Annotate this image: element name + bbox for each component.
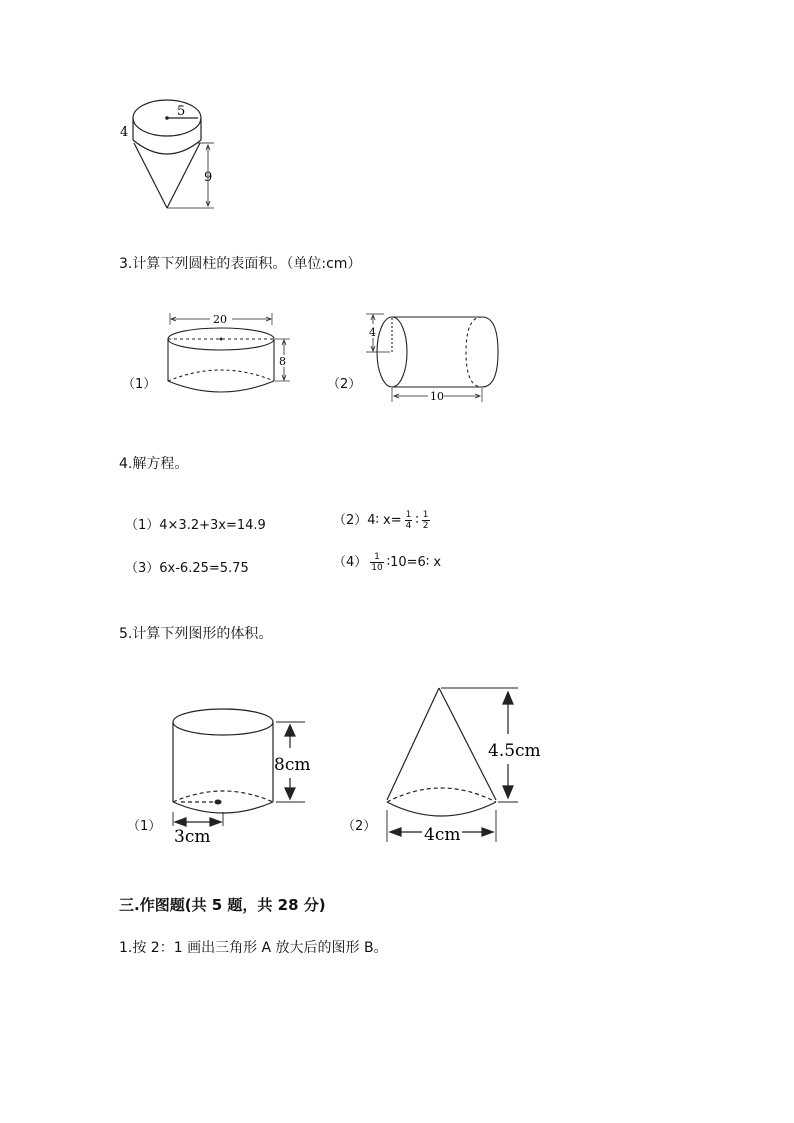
cone-volume-figure: [378, 682, 548, 850]
cylinder-volume-figure: [160, 700, 320, 850]
q5-fig2-height: 4.5cm: [488, 741, 541, 761]
equation-4: [333, 551, 441, 573]
cone-height-label: 9: [204, 170, 213, 185]
q3-fig1-diameter: 20: [213, 313, 227, 326]
q3-fig2-length: 10: [430, 390, 444, 403]
q3-fig2-label: （2）: [327, 377, 362, 392]
radius-label: 5: [177, 104, 186, 119]
q5-fig1-label: （1）: [127, 819, 162, 834]
fraction-one-quarter: $\frac{1}{4}$: [405, 510, 412, 531]
cylinder-cone-figure: [110, 90, 230, 215]
ratio-sign: ∶: [415, 513, 419, 528]
q3-title: 3.计算下列圆柱的表面积。（单位:cm）: [119, 256, 362, 272]
equation-2: [333, 509, 433, 531]
cylinder-height-label: 4: [120, 125, 129, 140]
q5-fig2-diameter: 4cm: [424, 825, 461, 845]
q4-title: 4.解方程。: [119, 456, 189, 472]
q5-title: 5.计算下列图形的体积。: [119, 626, 273, 642]
q5-fig1-radius: 3cm: [174, 827, 211, 847]
cylinder-figure-1: [160, 305, 300, 405]
q5-fig1-height: 8cm: [274, 755, 311, 775]
q5-fig2-label: （2）: [342, 819, 377, 834]
q3-fig2-radius: 4: [369, 326, 376, 339]
section-3-heading: 三.作图题(共 5 题，共 28 分): [119, 896, 326, 914]
q3-fig1-label: （1）: [122, 377, 157, 392]
fraction-one-tenth: $\frac{1}{10}$: [371, 552, 383, 573]
fraction-one-half: $\frac{1}{2}$: [422, 510, 429, 531]
equation-1: （1）4×3.2+3x=14.9: [125, 518, 266, 533]
q3-fig1-height: 8: [279, 355, 286, 368]
equation-2-prefix: （2）4∶ x=: [333, 513, 402, 528]
equation-4-suffix: ∶10=6∶ x: [386, 555, 442, 570]
equation-4-prefix: （4）: [333, 555, 368, 570]
p1-title: 1.按 2：1 画出三角形 A 放大后的图形 B。: [119, 940, 388, 956]
cylinder-figure-2: [362, 308, 507, 408]
equation-3: （3）6x-6.25=5.75: [125, 561, 249, 576]
